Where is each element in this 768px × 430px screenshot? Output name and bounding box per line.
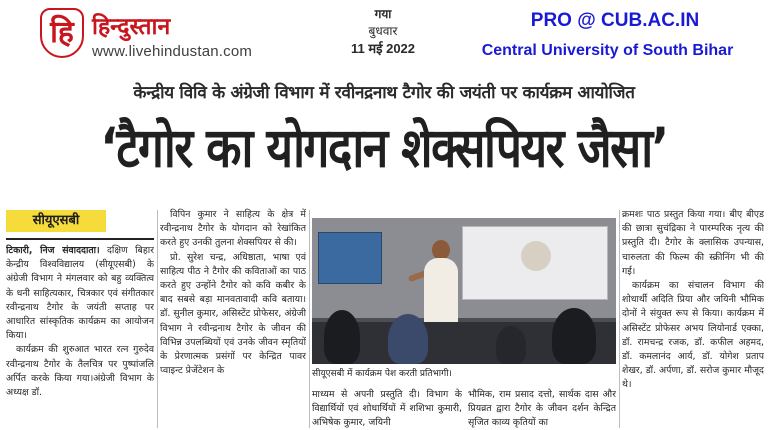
paragraph-text: दक्षिण बिहार केन्द्रीय विश्वविद्यालय (सीयूएसबी) के अंग्रेजी विभाग ने मंगलवार को बहु व्यक्तित्व के धनी साहित्यकार, चित्रकार एवं संगीतकार रवीन्द्रनाथ टैगोर के जयंती सप्ताह पर आधारित सांस्कृतिक कार्यक्रम का आयोजन किया। [6, 245, 154, 342]
column-divider [157, 210, 158, 428]
article-body [0, 208, 768, 430]
paragraph: माध्यम से अपनी प्रस्तुति दी। विभाग के विद्यार्थियों एवं शोधार्थियों में शशिभा कुमारी, अभिषेक कुमार, जयिनी [312, 389, 462, 429]
dateline-city: गया [374, 7, 392, 21]
event-photo [312, 218, 616, 364]
paragraph: क्रमशः पाठ प्रस्तुत किया गया। बीए बीएड की छात्रा सुचंद्रिका ने पारम्परिक नृत्य की प्रस्तुति दी। टैगोर के क्लासिक उपन्यास, चारुलता की फिल्म की स्क्रीनिंग भी की गई। [622, 209, 764, 277]
dancer-figure [432, 240, 450, 260]
dateline-date: 11 मई 2022 [350, 41, 416, 56]
column-divider [619, 210, 620, 428]
paragraph: कार्यक्रम का संचालन विभाग की शोधार्थी अदिति प्रिया और जयिनी भौमिक दोनों ने संयुक्त रूप से किया। कार्यक्रम में असिस्टेंट प्रोफेसर अभय लियोनार्ड एक्का, डॉ. रामचन्द्र रजक, डॉ. कफील अहमद, डॉ. कमलानंद आर्य, डॉ. योगेश प्रताप शेखर, डॉ. अर्पणा, डॉ. सरोज कुमार मौजूद थे। [622, 280, 764, 391]
paragraph: विपिन कुमार ने साहित्य के क्षेत्र में रवीन्द्रनाथ टैगोर के योगदान को रेखांकित करते हुए उनकी तुलना शेक्सपियर से की। [160, 209, 306, 249]
projection-screen [462, 226, 608, 300]
pro-email-label: PRO @ CUB.AC.IN [530, 10, 700, 31]
column-divider [309, 210, 310, 428]
masthead [0, 0, 768, 76]
dateline-day: बुधवार [368, 24, 398, 38]
paragraph: कार्यक्रम की शुरुआत भारत रत्न गुरुदेव रवीन्द्रनाथ टैगोर के तैलचित्र पर पुष्पांजलि अर्पित करके किया गया।अंग्रेजी विभाग के अध्यक्ष डॉ. [6, 344, 154, 399]
section-tag: सीयूएसबी [6, 210, 106, 232]
hindustan-logo-icon [40, 8, 84, 58]
university-name: Central University of South Bihar [481, 42, 734, 59]
paragraph: भौमिक, राम प्रसाद दत्तो, सार्थक दास और प्रियव्रत द्वारा टैगोर के जीवन दर्शन केन्द्रित सृजित काव्य कृतियों का [468, 389, 616, 429]
photo-caption: सीयूएसबी में कार्यक्रम पेश करती प्रतिभागी। [312, 369, 452, 379]
logo-glyph: हि [50, 15, 74, 50]
newspaper-name: हिन्दुस्तान [92, 14, 171, 40]
newspaper-url: www.livehindustan.com [92, 43, 253, 60]
byline: टिकारी, निज संवाददाता। [6, 245, 100, 256]
dateline [328, 6, 438, 57]
article-column-5 [622, 208, 764, 430]
article-column-3 [312, 388, 462, 430]
article-column-4 [468, 388, 616, 430]
portrait-board [318, 232, 382, 284]
article-column-2 [160, 208, 306, 430]
article-column-1 [6, 208, 154, 430]
paragraph: प्रो. सुरेश चन्द्र, अधिष्ठाता, भाषा एवं साहित्य पीठ ने टैगोर की कविताओं का पाठ करते हुए उन्होंने टैगोर को कवि कबीर के बाद सबसे बड़ा मानवतावादी कवि बताया। डॉ. सुनील कुमार, असिस्टेंट प्रोफेसर, अंग्रेजी विभाग ने रवीन्द्रनाथ टैगोर के जीवन की विभिन्न उपलब्धियों एवं उनके जीवन स्मृतियों के प्रेरणात्मक प्रसंगों पर केन्द्रित पावर प्वाइन्ट प्रेजेंटेशन के [160, 251, 306, 377]
paragraph [6, 244, 154, 343]
kicker-headline: केन्द्रीय विवि के अंग्रेजी विभाग में रवीनद्रनाथ टैगोर की जयंती पर कार्यक्रम आयोजित [133, 83, 635, 103]
main-headline: ‘टैगोर का योगदान शेक्सपियर जैसा’ [100, 115, 668, 180]
section-tag-bar [6, 210, 154, 240]
